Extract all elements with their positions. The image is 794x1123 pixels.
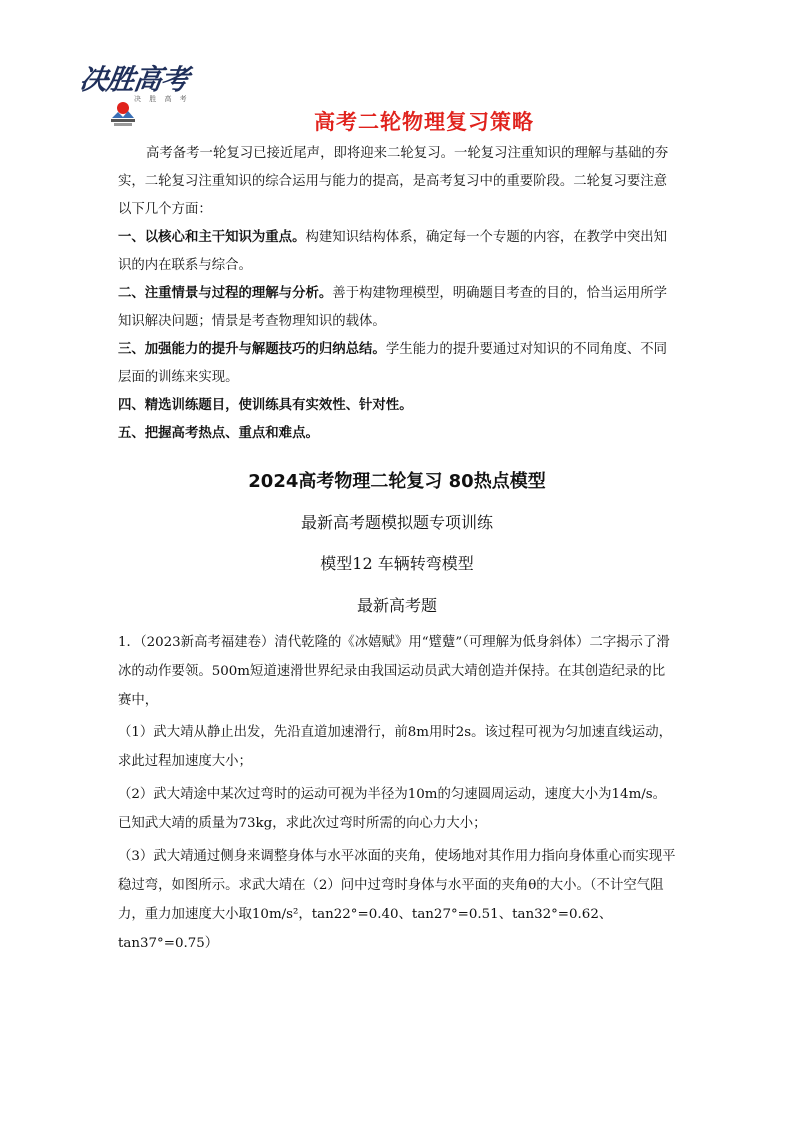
subtitle-model: 模型12 车辆转弯模型 <box>320 554 474 573</box>
question-part-2: （2）武大靖途中某次过弯时的运动可视为半径为10m的匀速圆周运动，速度大小为14m/s。已知武大靖的质量为73kg，求此次过弯时所需的向心力大小； <box>118 787 667 831</box>
point-1-head: 一、以核心和主干知识为重点。 <box>118 230 306 245</box>
question-part-1: （1）武大靖从静止出发，先沿直道加速滑行，前8m用时2s。该过程可视为匀加速直线运动，求此过程加速度大小； <box>118 725 672 769</box>
point-2 <box>118 280 678 336</box>
point-3-head: 三、加强能力的提升与解题技巧的归纳总结。 <box>118 342 386 357</box>
logo-text: 决胜高考 <box>77 63 191 96</box>
intro-paragraph: 高考备考一轮复习已接近尾声，即将迎来二轮复习。一轮复习注重知识的理解与基础的夯实，二轮复习注重知识的综合运用与能力的提高，是高考复习中的重要阶段。二轮复习要注意以下几个方面： <box>118 146 669 217</box>
point-4 <box>118 392 678 420</box>
subtitle-latest: 最新高考题 <box>356 596 437 615</box>
point-5 <box>118 420 678 448</box>
point-5-head: 五、把握高考热点、重点和难点。 <box>118 426 319 441</box>
point-3 <box>118 336 678 392</box>
point-2-head: 二、注重情景与过程的理解与分析。 <box>118 286 333 301</box>
question-stem: 1．（2023新高考福建卷）清代乾隆的《冰嬉赋》用“躄躠”（可理解为低身斜体）二字揭示了滑冰的动作要领。500m短道速滑世界纪录由我国运动员武大靖创造并保持。在其创造纪录的比赛中， <box>118 635 670 708</box>
question-part-3: （3）武大靖通过侧身来调整身体与水平冰面的夹角，使场地对其作用力指向身体重心而实现平稳过弯，如图所示。求武大靖在（2）问中过弯时身体与水平面的夹角θ的大小。（不计空气阻力，重力加速度大小取10m/s²，tan22°=0.40、tan27°=0.51、tan32°=0.62、tan37°=0.75） <box>118 849 676 951</box>
page-title: 高考二轮物理复习策略 <box>314 110 534 134</box>
point-1-text: 构建知识结构体系，确定每一个专题的内容，在教学中突出知识的内在联系与综合。 <box>118 230 668 273</box>
logo-tagline: 决 胜 高 考 <box>134 95 190 103</box>
subtitle-training: 最新高考题模拟题专项训练 <box>300 513 493 532</box>
point-1 <box>118 224 678 280</box>
point-4-head: 四、精选训练题目，使训练具有实效性、针对性。 <box>118 398 413 413</box>
section-title: 2024高考物理二轮复习 80热点模型 <box>248 471 546 492</box>
point-3-text: 学生能力的提升要通过对知识的不同角度、不同层面的训练来实现。 <box>118 342 668 385</box>
point-2-text: 善于构建物理模型，明确题目考查的目的，恰当运用所学知识解决问题；情景是考查物理知识的载体。 <box>118 286 668 329</box>
